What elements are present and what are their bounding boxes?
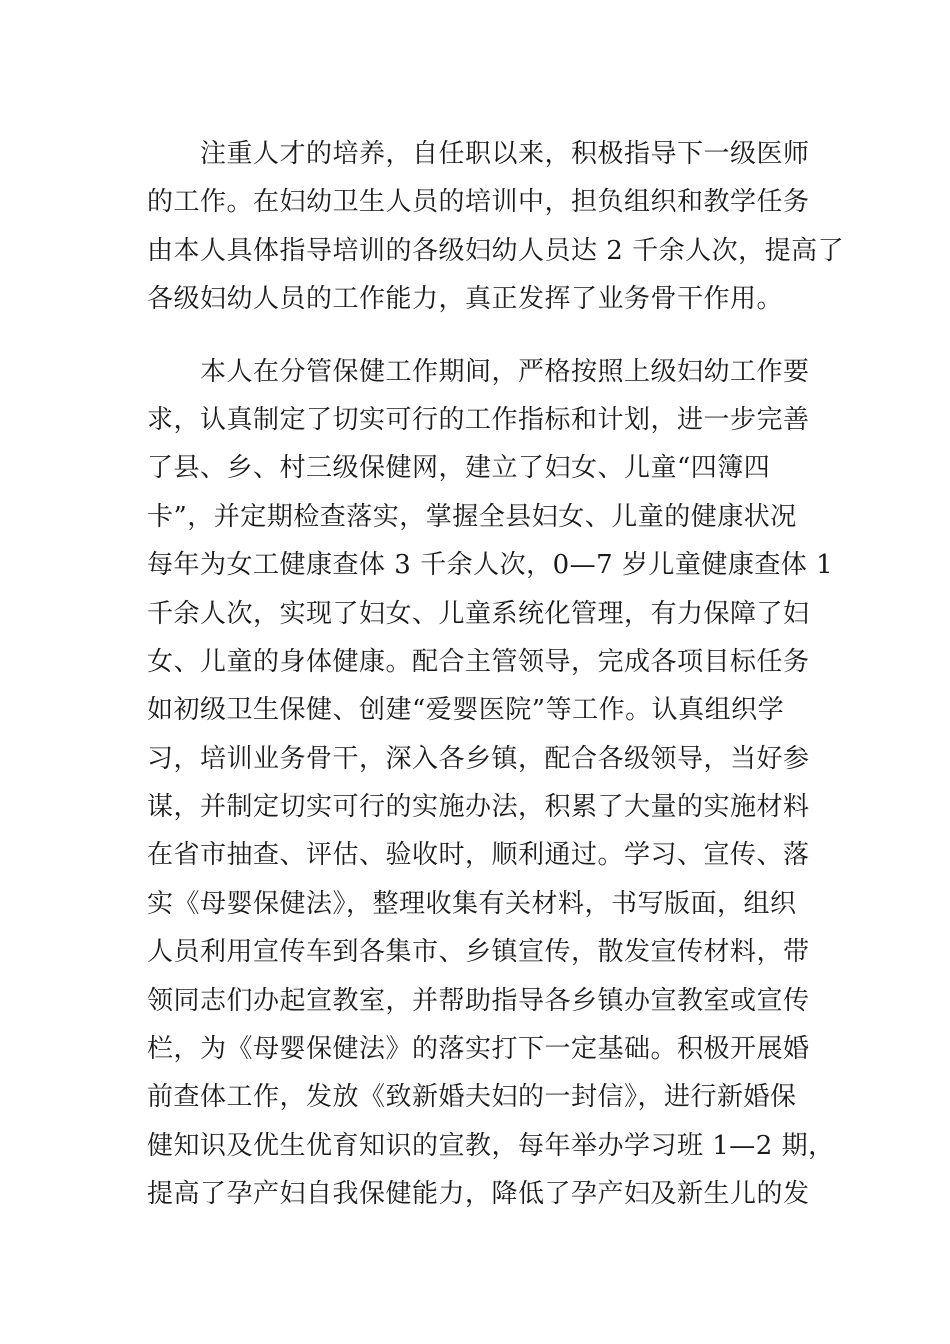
text-line: 前查体工作，发放《致新婚夫妇的一封信》，进行新婚保 — [147, 1082, 797, 1113]
paragraph-healthcare — [147, 348, 835, 1219]
text-line: 各级妇幼人员的工作能力，真正发挥了业务骨干作用。 — [147, 284, 784, 315]
text-line: 由本人具体指导培训的各级妇幼人员达 2 千余人次，提高了 — [147, 235, 845, 266]
text-line: 如初级卫生保健、创建“爱婴医院”等工作。认真组织学 — [147, 695, 785, 726]
text-line: 注重人才的培养，自任职以来，积极指导下一级医师 — [147, 139, 810, 169]
text-line: 千余人次，实现了妇女、儿童系统化管理，有力保障了妇 — [147, 598, 810, 629]
document-body — [147, 130, 845, 1219]
text-line: 领同志们办起宣教室，并帮助指导各乡镇办宣教室或宣传 — [147, 985, 810, 1016]
text-line: 实《母婴保健法》，整理收集有关材料，书写版面，组织 — [147, 888, 797, 919]
paragraph-training — [147, 130, 845, 324]
text-line: 在省市抽查、评估、验收时，顺利通过。学习、宣传、落 — [147, 840, 810, 871]
text-line: 求，认真制定了切实可行的工作指标和计划，进一步完善 — [147, 404, 810, 435]
text-line: 谋，并制定切实可行的实施办法，积累了大量的实施材料 — [147, 792, 810, 823]
text-line: 本人在分管保健工作期间，严格按照上级妇幼工作要 — [147, 356, 810, 387]
text-line: 健知识及优生优育知识的宣教，每年举办学习班 1—2 期， — [147, 1130, 835, 1161]
text-line: 每年为女工健康查体 3 千余人次，0—7 岁儿童健康查体 1 — [147, 550, 834, 581]
text-line: 人员利用宣传车到各集市、乡镇宣传，散发宣传材料，带 — [147, 937, 810, 968]
text-line: 提高了孕产妇自我保健能力，降低了孕产妇及新生儿的发 — [147, 1179, 810, 1210]
text-line: 了县、乡、村三级保健网，建立了妇女、儿童“四簿四 — [147, 453, 771, 484]
paragraph-gap — [147, 324, 817, 348]
text-line: 习，培训业务骨干，深入各乡镇，配合各级领导，当好参 — [147, 743, 810, 774]
text-line: 卡”，并定期检查落实，掌握全县妇女、儿童的健康状况 — [147, 501, 797, 532]
text-line: 的工作。在妇幼卫生人员的培训中，担负组织和教学任务 — [147, 187, 810, 218]
text-line: 栏，为《母婴保健法》的落实打下一定基础。积极开展婚 — [147, 1034, 810, 1065]
text-line: 女、儿童的身体健康。配合主管领导，完成各项目标任务 — [147, 646, 810, 677]
